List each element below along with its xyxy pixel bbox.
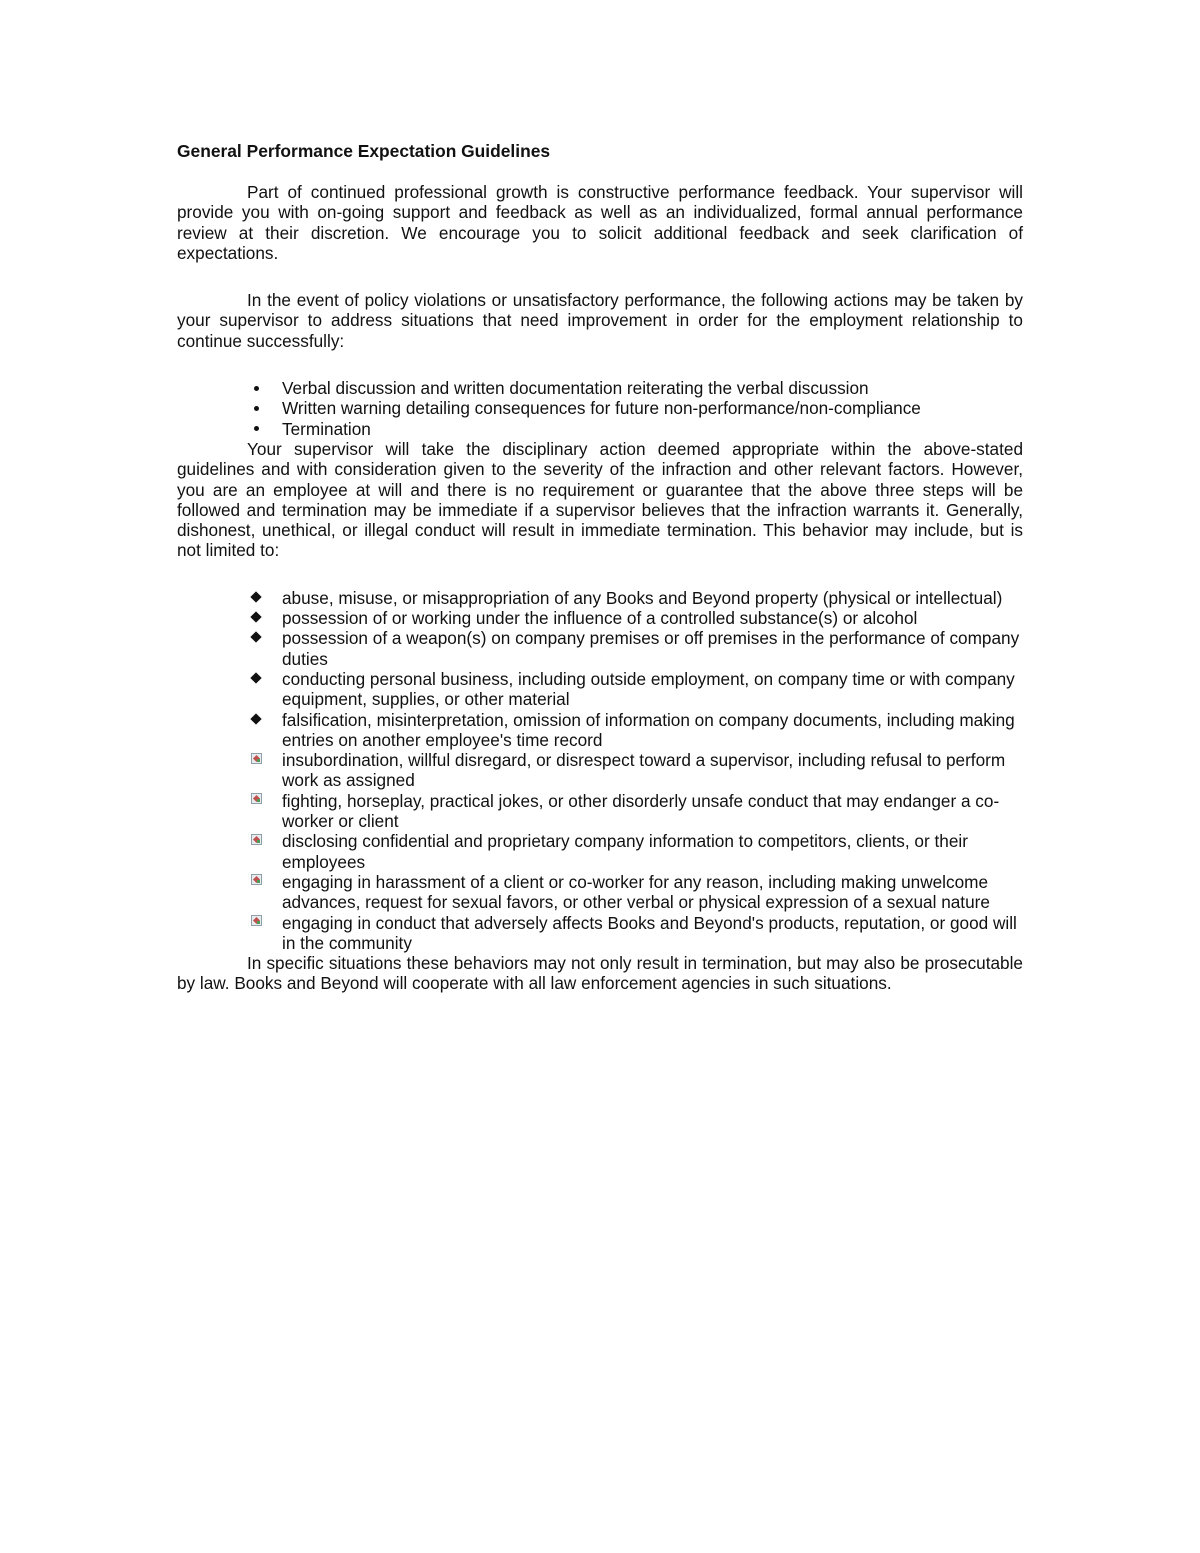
list-item (177, 913, 1023, 954)
diamond-icon (250, 588, 262, 608)
diamond-icon (250, 628, 262, 648)
list-item (177, 588, 1023, 608)
diamond-icon (250, 669, 262, 689)
list-item (177, 872, 1023, 913)
broken-image-icon (250, 913, 262, 933)
list-item-text: abuse, misuse, or misappropriation of any Books and Beyond property (physical or intellectual) (282, 587, 1003, 608)
list-item (177, 750, 1023, 791)
list-item (177, 628, 1023, 669)
bullet-dot-icon (250, 378, 262, 398)
list-item (177, 710, 1023, 751)
paragraph-prosecution: In specific situations these behaviors may not only result in termination, but may also be prosecutable by law. Books and Beyond will cooperate with all law enforcement agencies in such situations. (177, 953, 1023, 994)
list-item (177, 791, 1023, 832)
bullet-dot-icon (250, 419, 262, 439)
list-item (177, 378, 1023, 398)
broken-image-icon (250, 791, 262, 811)
behaviors-list (177, 588, 1023, 953)
document-page (177, 140, 1023, 994)
paragraph-policy-violations: In the event of policy violations or unsatisfactory performance, the following actions may be taken by your supervisor to address situations that need improvement in order for the employment relationship to continue successfully: (177, 290, 1023, 351)
bullet-dot-icon (250, 398, 262, 418)
paragraph-disciplinary-action: Your supervisor will take the disciplinary action deemed appropriate within the above-stated guidelines and with consideration given to the severity of the infraction and other relevant factors. However, you are an employee at will and there is no requirement or guarantee that the above three steps will be followed and termination may be immediate if a supervisor believes that the infraction warrants it. Generally, dishonest, unethical, or illegal conduct will result in immediate termination. This behavior may include, but is not limited to: (177, 438, 1023, 561)
list-item (177, 608, 1023, 628)
broken-image-icon (250, 831, 262, 851)
list-item-text: falsification, misinterpretation, omission of information on company documents, including making entries on another employee's time record (282, 709, 1015, 750)
list-item-text: possession of or working under the influence of a controlled substance(s) or alcohol (282, 608, 918, 629)
list-item-text: conducting personal business, including outside employment, on company time or with company equipment, supplies, or other material (282, 668, 1015, 710)
list-item-text: Termination (282, 418, 371, 439)
list-item-text: insubordination, willful disregard, or disrespect toward a supervisor, including refusal to perform work as assigned (282, 750, 1006, 791)
broken-image-icon (250, 872, 262, 892)
list-item-text: engaging in conduct that adversely affects Books and Beyond's products, reputation, or good will in the community (282, 912, 1017, 953)
diamond-icon (250, 608, 262, 628)
document-title: General Performance Expectation Guidelines (177, 141, 551, 161)
list-item-text: engaging in harassment of a client or co-worker for any reason, including making unwelcome advances, request for sexual favors, or other verbal or physical expression of a sexual nature (282, 871, 990, 913)
list-item-text: fighting, horseplay, practical jokes, or other disorderly unsafe conduct that may endanger a co-worker or client (282, 790, 1000, 832)
list-item-text: disclosing confidential and proprietary company information to competitors, clients, or their employees (282, 831, 968, 872)
list-item (177, 669, 1023, 710)
actions-list (177, 378, 1023, 439)
paragraph-feedback: Part of continued professional growth is constructive performance feedback. Your supervisor will provide you with on-going support and feedback as well as an individualized, formal annual performance review at their discretion. We encourage you to solicit additional feedback and seek clarification of expectations. (177, 182, 1023, 263)
list-item (177, 831, 1023, 872)
list-item (177, 419, 1023, 439)
broken-image-icon (250, 750, 262, 770)
list-item (177, 398, 1023, 418)
list-item-text: Written warning detailing consequences for future non-performance/non-compliance (282, 398, 921, 419)
list-item-text: possession of a weapon(s) on company premises or off premises in the performance of company duties (282, 628, 1020, 669)
list-item-text: Verbal discussion and written documentation reiterating the verbal discussion (282, 378, 869, 399)
diamond-icon (250, 710, 262, 730)
